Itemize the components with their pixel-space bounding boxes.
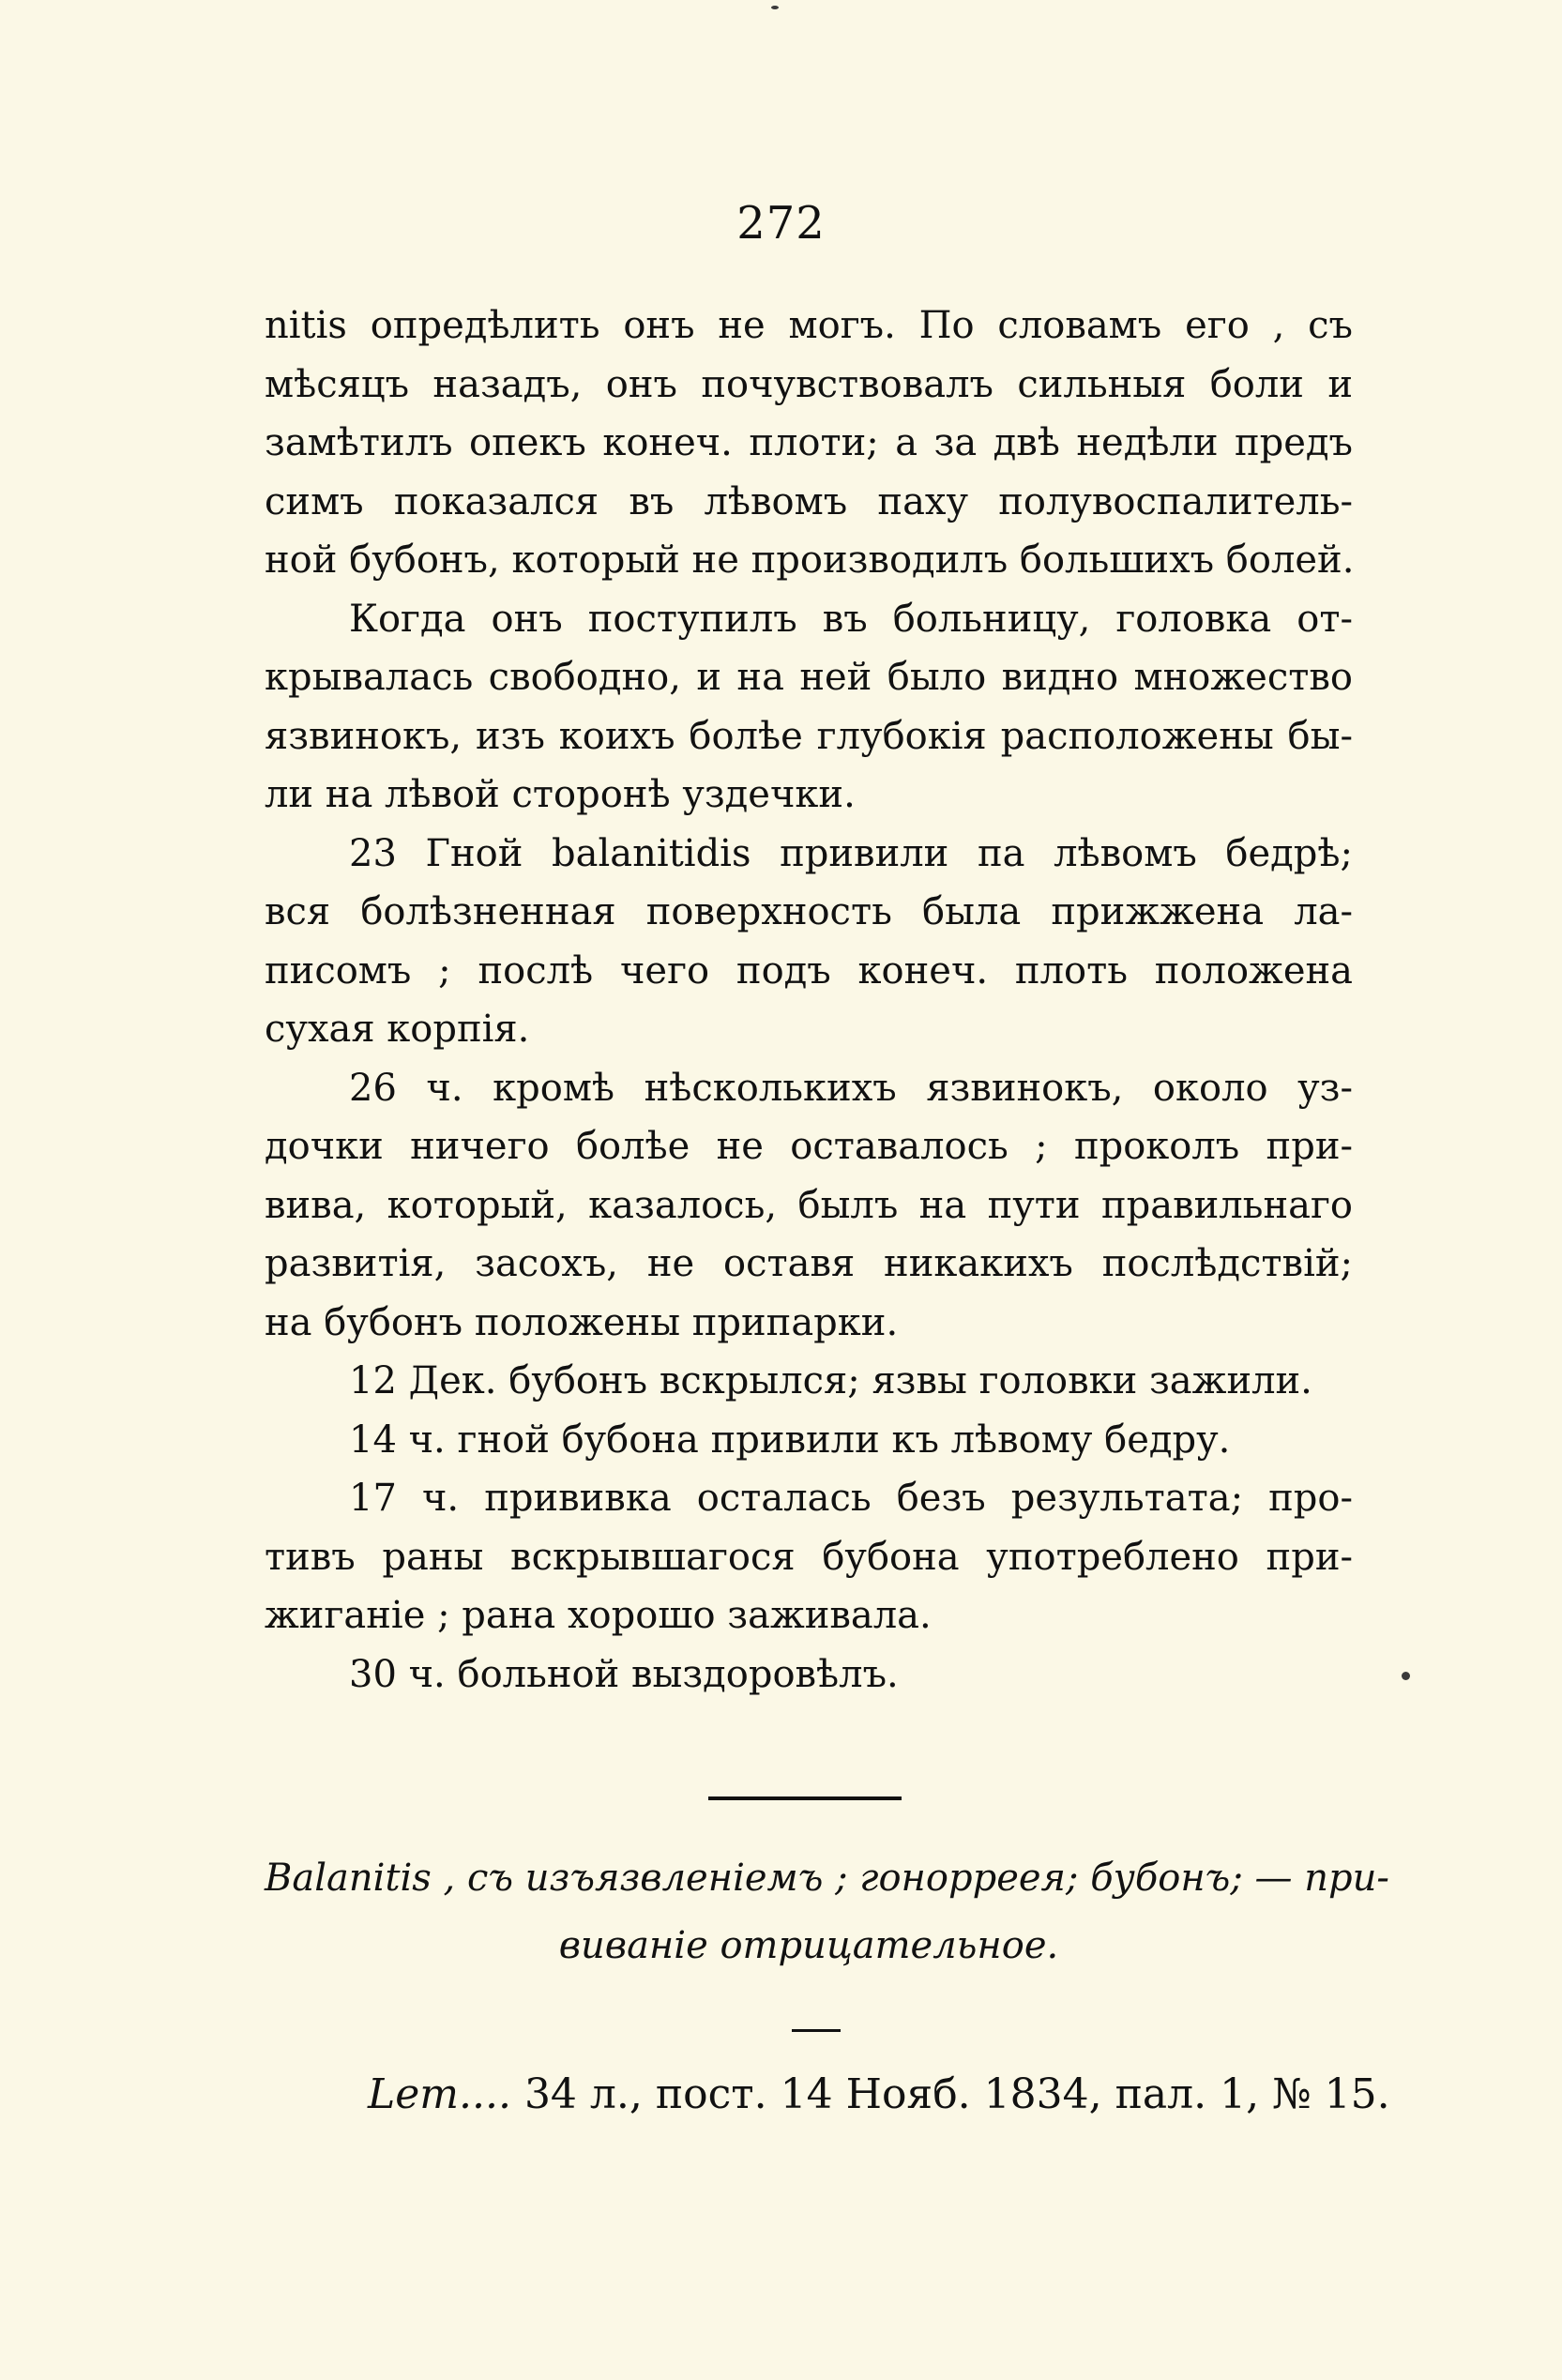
patient-name-abbr: Lem.... — [368, 2070, 511, 2118]
page-number: 272 — [736, 197, 826, 250]
case-title — [265, 1844, 1389, 1979]
patient-details: 34 л., пост. 14 Нояб. 1834, пал. 1, № 15. — [523, 2070, 1390, 2118]
text-line: крывалась свободно, и на ней было видно множество — [265, 656, 1353, 699]
text-line: жиганіе ; рана хорошо заживала. — [265, 1594, 932, 1637]
paragraph — [265, 1469, 1353, 1645]
case-title-line-2: виваніе отрицательное. — [558, 1924, 1059, 1967]
text-line: ной бубонъ, который не производилъ большихъ болей. — [265, 538, 1355, 582]
short-divider — [792, 2029, 841, 2032]
text-line: 14 ч. гной бубона привили къ лѣвому бедру. — [349, 1417, 1231, 1462]
text-line: nitis опредѣлить онъ не могъ. По словамъ его , съ — [265, 304, 1353, 347]
text-line: замѣтилъ опекъ конеч. плоти; а за двѣ недѣли предъ — [265, 421, 1353, 464]
paragraph — [265, 296, 1353, 590]
text-line: мѣсяцъ назадъ, онъ почувствовалъ сильныя боли и — [265, 362, 1353, 406]
paragraph — [265, 825, 1353, 1059]
section-divider — [708, 1796, 902, 1800]
text-line: симъ показался въ лѣвомъ паху полувоспалитель- — [265, 479, 1353, 523]
text-line: 23 Гной balanitidis привили па лѣвомъ бедрѣ; — [349, 831, 1353, 875]
paragraph — [265, 1352, 1353, 1411]
paragraph — [265, 1645, 1353, 1705]
text-line: 30 ч. больной выздоровѣлъ. — [349, 1652, 899, 1696]
text-line: 12 Дек. бубонъ вскрылся; язвы головки зажили. — [349, 1359, 1312, 1402]
text-line: вива, который, казалось, былъ на пути правильнаго — [265, 1183, 1353, 1227]
case-title-line-1: Balanitis , съ изъязвленіемъ ; гонорреея; бубонъ; — при- — [265, 1857, 1389, 1900]
text-line: тивъ раны вскрывшагося бубона употреблено при- — [265, 1535, 1353, 1579]
text-line: развитія, засохъ, не оставя никакихъ послѣдствій; — [265, 1242, 1353, 1285]
ink-speck — [1402, 1672, 1410, 1680]
text-line: сухая корпія. — [265, 1008, 530, 1051]
body-text — [265, 296, 1353, 1704]
text-line: 26 ч. кромѣ нѣсколькихъ язвинокъ, около уз- — [349, 1066, 1353, 1110]
ink-speck — [771, 6, 779, 9]
text-line: дочки ничего болѣе не оставалось ; проколъ при- — [265, 1125, 1353, 1168]
paragraph — [265, 1059, 1353, 1353]
text-line: 17 ч. прививка осталась безъ результата; про- — [349, 1477, 1353, 1520]
text-line: вся болѣзненная поверхность была прижжена ла- — [265, 890, 1353, 933]
text-line: язвинокъ, изъ коихъ болѣе глубокія расположены бы- — [265, 714, 1353, 758]
text-line: Когда онъ поступилъ въ больницу, головка от- — [349, 597, 1353, 641]
paragraph — [265, 590, 1353, 825]
text-line: на бубонъ положены припарки. — [265, 1300, 899, 1344]
paragraph — [265, 1411, 1353, 1470]
patient-info — [368, 2062, 1390, 2128]
text-line: писомъ ; послѣ чего подъ конеч. плоть положена — [265, 948, 1353, 993]
text-line: ли на лѣвой сторонѣ уздечки. — [265, 773, 856, 816]
